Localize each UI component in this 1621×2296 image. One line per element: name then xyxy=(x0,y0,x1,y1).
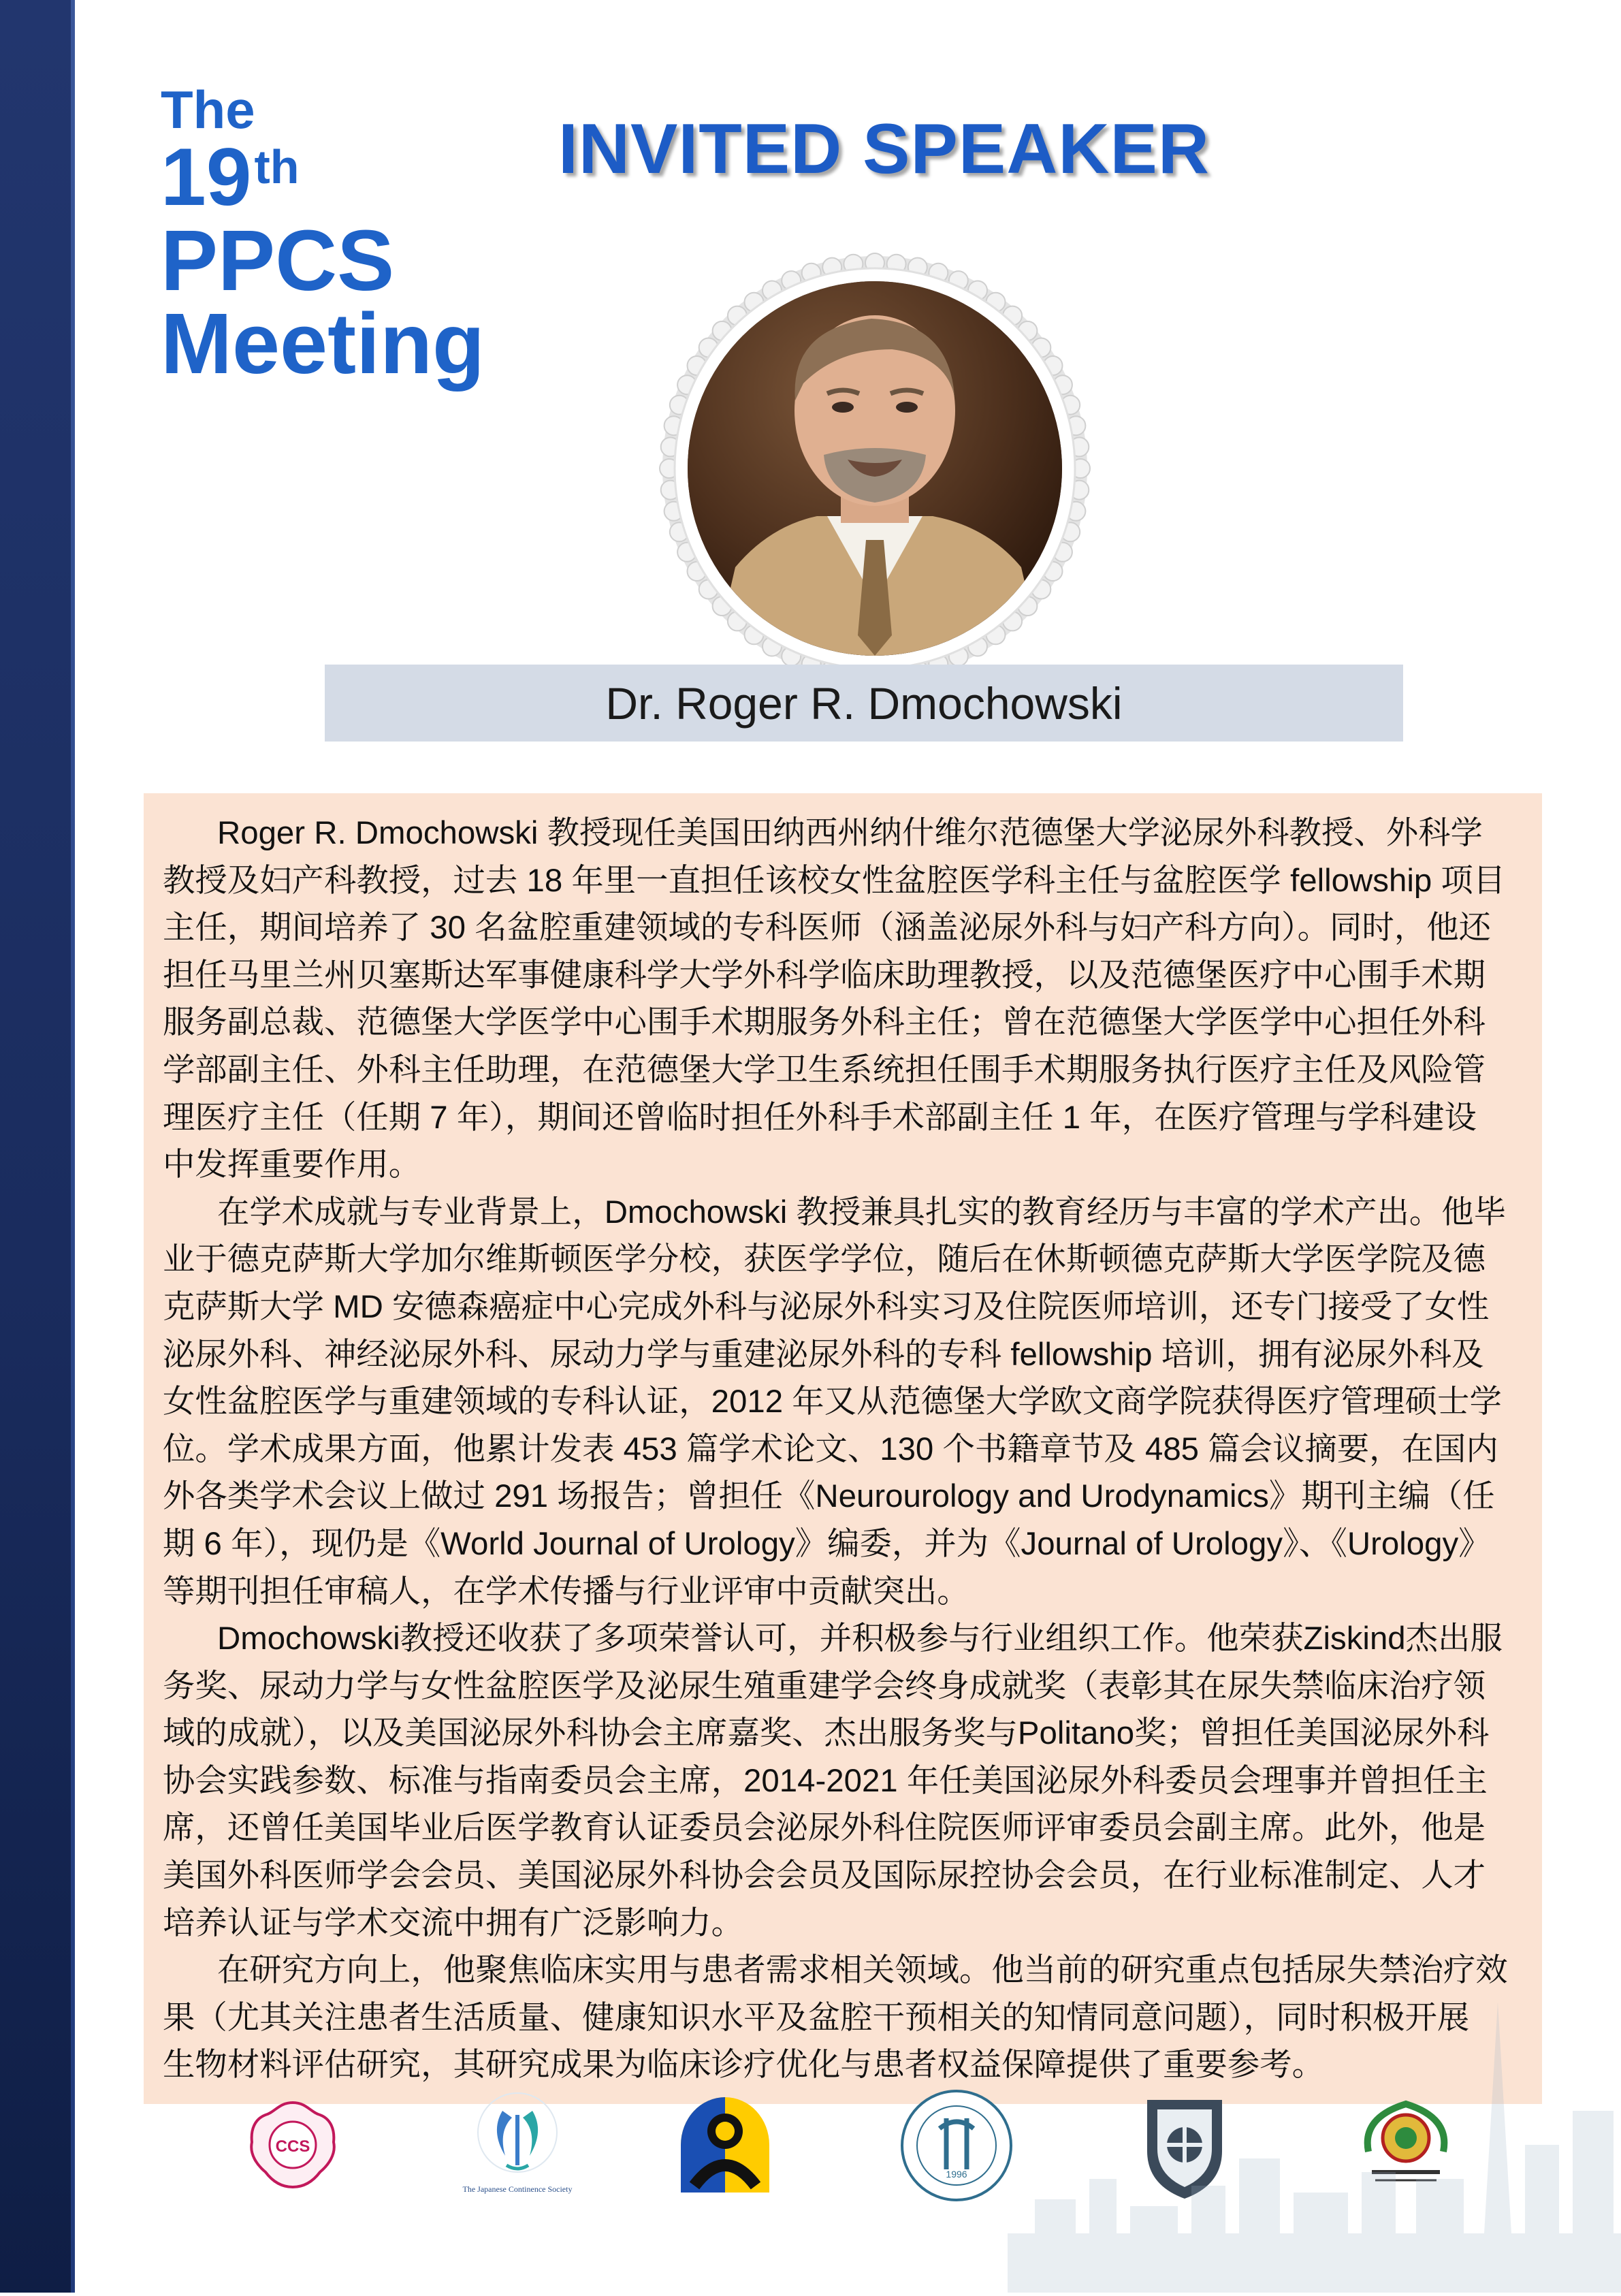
meeting-title-ppcs: PPCS xyxy=(161,212,395,308)
bio-line: 生物材料评估研究，其研究成果为临床诊疗优化与患者权益保障提供了重要参考。 xyxy=(163,2047,1325,2084)
portrait-illustration xyxy=(688,281,1062,656)
bio-line: 培养认证与学术交流中拥有广泛影响力。 xyxy=(163,1904,744,1941)
bio-line: 美国外科医师学会会员、美国泌尿外科协会会员及国际尿控协会会员，在行业标准制定、人才 xyxy=(163,1857,1486,1894)
bio-line: 服务副总裁、范德堡大学医学中心围手术期服务外科主任；曾在范德堡大学医学中心担任外科 xyxy=(163,1004,1486,1041)
bio-line: Dmochowski教授还收获了多项荣誉认可，并积极参与行业组织工作。他荣获Ziskind杰出服 xyxy=(217,1621,1503,1657)
bio-line: 女性盆腔医学与重建领域的专科认证，2012 年又从范德堡大学欧文商学院获得医疗管理硕士学 xyxy=(163,1384,1502,1420)
bio-paragraph xyxy=(163,1615,1523,1947)
bio-line: 务奖、尿动力学与女性盆腔医学及泌尿生殖重建学会终身成就奖（表彰其在尿失禁临床治疗领 xyxy=(163,1668,1486,1704)
meeting-title-the: The xyxy=(161,80,255,140)
kcs-year: 1996 xyxy=(946,2169,967,2180)
yellow-figure-logo xyxy=(674,2090,776,2199)
speaker-name-bar xyxy=(325,665,1403,742)
bio-line: 协会实践参数、标准与指南委员会主席，2014-2021 年任美国泌尿外科委员会理事并曾担任主 xyxy=(163,1762,1488,1799)
meeting-title xyxy=(161,80,515,392)
bio-line: 中发挥重要作用。 xyxy=(163,1147,421,1183)
bio-line: 外各类学术会议上做过 291 场报告；曾担任《Neurourology and Urodynamics》期刊主编（任 xyxy=(163,1478,1495,1515)
invited-speaker-banner: INVITED SPEAKER xyxy=(558,110,1210,189)
speaker-photo-frame xyxy=(657,251,1093,686)
left-decorative-band xyxy=(0,0,75,2293)
bio-paragraph xyxy=(163,1189,1523,1615)
bio-line: 教授及妇产科教授，过去 18 年里一直担任该校女性盆腔医学科主任与盆腔医学 fellowship 项目 xyxy=(163,862,1506,899)
speaker-name: Dr. Roger R. Dmochowski xyxy=(605,677,1123,729)
japanese-continence-society-logo xyxy=(449,2090,585,2199)
bio-line: 业于德克萨斯大学加尔维斯顿医学分校，获医学学位，随后在休斯顿德克萨斯大学医学院及德 xyxy=(163,1241,1486,1278)
bio-line: Roger R. Dmochowski 教授现任美国田纳西州纳什维尔范德堡大学泌尿外科教授、外科学 xyxy=(217,815,1483,851)
bio-line: 学部副主任、外科主任助理，在范德堡大学卫生系统担任围手术期服务执行医疗主任及风险管 xyxy=(163,1051,1486,1088)
ccs-logo xyxy=(245,2097,340,2193)
bio-line: 在研究方向上，他聚焦临床实用与患者需求相关领域。他当前的研究重点包括尿失禁治疗效 xyxy=(217,1952,1508,1989)
city-skyline-decoration xyxy=(1008,1975,1621,2293)
bio-line: 果（尤其关注患者生活质量、健康知识水平及盆腔干预相关的知情同意问题），同时积极开展 xyxy=(163,1999,1470,2036)
meeting-title-ordinal: th xyxy=(254,140,300,193)
bio-line: 域的成就），以及美国泌尿外科协会主席嘉奖、杰出服务奖与Politano奖；曾担任美国泌尿外科 xyxy=(163,1715,1490,1752)
bio-line: 等期刊担任审稿人，在学术传播与行业评审中贡献突出。 xyxy=(163,1573,969,1610)
bio-line: 位。学术成果方面，他累计发表 453 篇学术论文、130 个书籍章节及 485 篇会议摘要，在国内 xyxy=(163,1431,1498,1467)
meeting-title-meeting: Meeting xyxy=(161,296,485,392)
bio-line: 期 6 年），现仍是《World Journal of Urology》编委，并为《Journal of Urology》、《Urology》 xyxy=(163,1525,1491,1562)
ccs-logo-text: CCS xyxy=(275,2137,310,2156)
meeting-title-number: 19th xyxy=(161,131,300,223)
jcs-caption: The Japanese Continence Society xyxy=(462,2184,573,2194)
speaker-biography xyxy=(144,793,1542,2104)
bio-line: 克萨斯大学 MD 安德森癌症中心完成外科与泌尿外科实习及住院医师培训，还专门接受了女性 xyxy=(163,1288,1490,1325)
bio-paragraph xyxy=(163,810,1523,1189)
bio-line: 主任，期间培养了 30 名盆腔重建领域的专科医师（涵盖泌尿外科与妇产科方向）。同时，他还 xyxy=(163,910,1491,946)
bio-line: 理医疗主任（任期 7 年），期间还曾临时担任外科手术部副主任 1 年，在医疗管理与学科建设 xyxy=(163,1099,1477,1136)
bio-paragraphs xyxy=(163,810,1523,2089)
bio-line: 在学术成就与专业背景上，Dmochowski 教授兼具扎实的教育经历与丰富的学术产出。他毕 xyxy=(217,1194,1507,1230)
korean-continence-society-logo xyxy=(899,2088,1014,2203)
bio-line: 泌尿外科、神经泌尿外科、尿动力学与重建泌尿外科的专科 fellowship 培训，拥有泌尿外科及 xyxy=(163,1336,1484,1373)
bio-line: 席，还曾任美国毕业后医学教育认证委员会泌尿外科住院医师评审委员会副主席。此外，他是 xyxy=(163,1810,1486,1847)
speaker-portrait xyxy=(688,281,1062,656)
bio-line: 担任马里兰州贝塞斯达军事健康科学大学外科学临床助理教授，以及范德堡医疗中心围手术期 xyxy=(163,957,1486,993)
